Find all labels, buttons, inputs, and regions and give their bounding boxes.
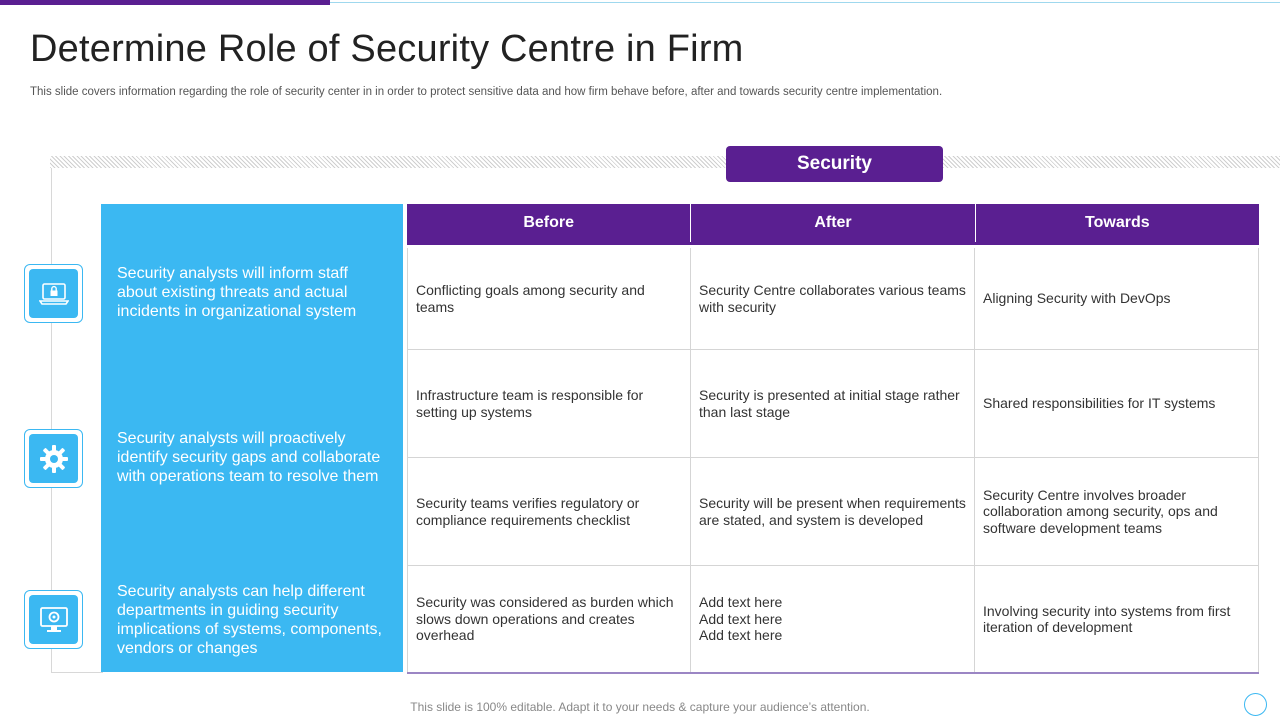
table-cell: Involving security into systems from first iteration of development — [975, 566, 1259, 672]
corner-circle-icon — [1244, 693, 1267, 716]
monitor-settings-icon — [39, 606, 69, 634]
hatch-divider-right — [943, 156, 1280, 168]
gear-icon-box — [24, 429, 83, 488]
table-row — [407, 566, 1259, 674]
header-towards: Towards — [1085, 214, 1150, 231]
table-cell: Infrastructure team is responsible for setting up systems — [407, 350, 691, 457]
hatch-divider-left — [50, 156, 726, 168]
table-cell: Security Centre involves broader collaboration among security, ops and software development teams — [975, 458, 1259, 565]
table-cell: Security was considered as burden which slows down operations and creates overhead — [407, 566, 691, 672]
table-row — [407, 350, 1259, 458]
page-subtitle: This slide covers information regarding the role of security center in in order to protect sensitive data and how firm behave before, after and towards security centre implementation. — [30, 86, 943, 98]
panel-text-1: Security analysts will inform staff about existing threats and actual incidents in organizational system — [117, 265, 357, 320]
table-cell: Security is presented at initial stage rather than last stage — [691, 350, 975, 457]
table-cell: Security will be present when requirements are stated, and system is developed — [691, 458, 975, 565]
page-title: Determine Role of Security Centre in Firm — [30, 28, 744, 70]
footer-text: This slide is 100% editable. Adapt it to your needs & capture your audience’s attention. — [410, 700, 870, 714]
table-cell: Shared responsibilities for IT systems — [975, 350, 1259, 457]
table-cell: Aligning Security with DevOps — [975, 248, 1259, 349]
top-accent-bar — [0, 0, 330, 5]
header-after: After — [691, 204, 975, 242]
monitor-settings-icon-box — [24, 590, 83, 649]
panel-text-3: Security analysts can help different departments in guiding security implications of systems, components, vendors or changes — [117, 583, 382, 657]
table-row — [407, 248, 1259, 350]
gear-icon — [39, 444, 69, 474]
panel-text-2: Security analysts will proactively identify security gaps and collaborate with operations team to resolve them — [117, 430, 381, 485]
table-cell: Security Centre collaborates various teams with security — [691, 248, 975, 349]
security-heading: Security — [726, 146, 943, 182]
header-before: Before — [407, 204, 691, 242]
table-cell: Add text here Add text here Add text here — [691, 566, 975, 672]
top-accent-line — [330, 2, 1280, 3]
table-header — [407, 204, 1259, 245]
laptop-lock-icon — [39, 282, 69, 306]
footer-note — [0, 700, 1280, 714]
laptop-lock-icon-box — [24, 264, 83, 323]
frame-line — [51, 672, 103, 673]
table-cell: Conflicting goals among security and teams — [407, 248, 691, 349]
table-cell: Security teams verifies regulatory or compliance requirements checklist — [407, 458, 691, 565]
table-row — [407, 458, 1259, 566]
security-comparison-table — [407, 204, 1259, 674]
